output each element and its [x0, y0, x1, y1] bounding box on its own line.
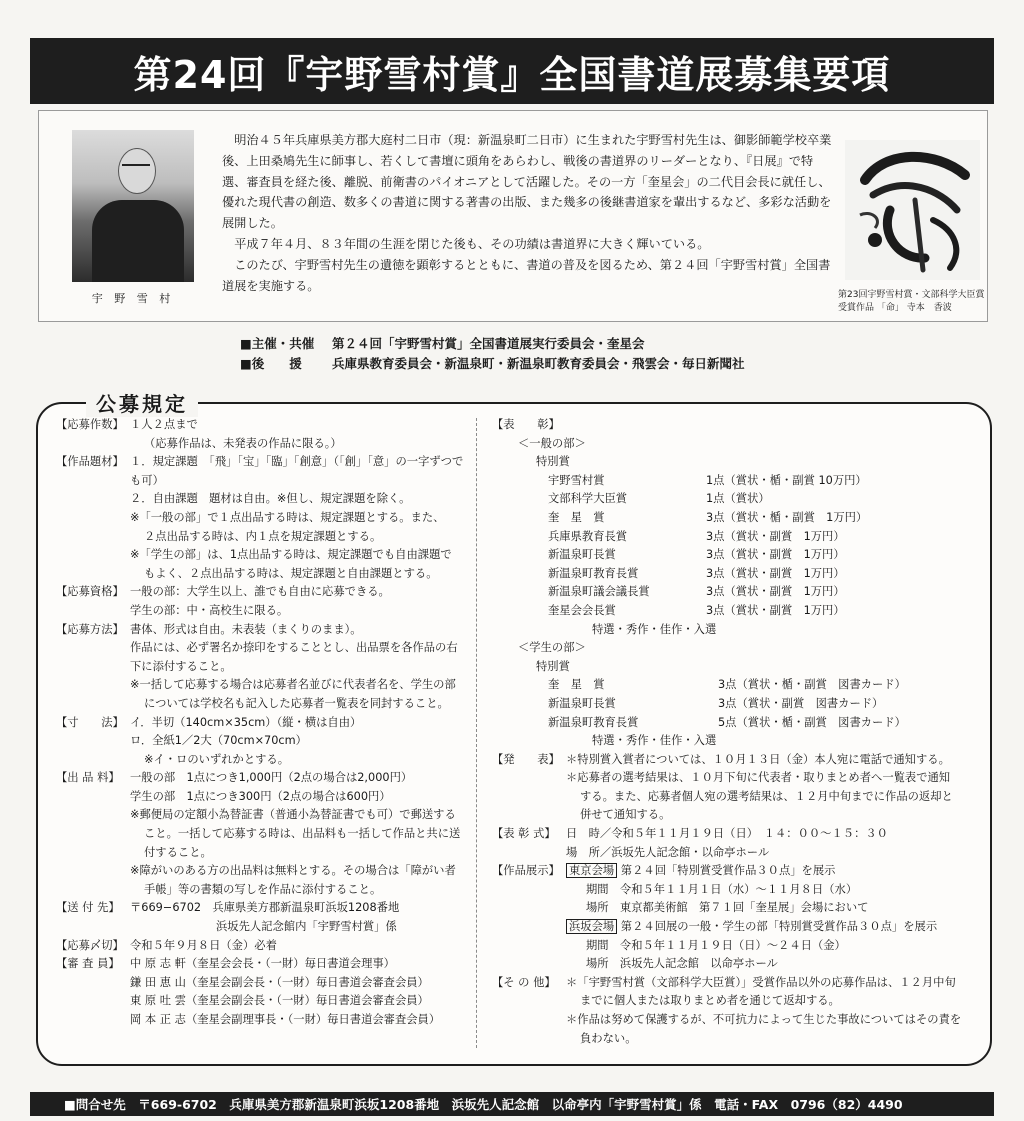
rule-text: 負わない。 — [580, 1031, 637, 1045]
award-row — [548, 490, 976, 509]
award-desc: 3点（賞状・楯・副賞 1万円） — [706, 510, 868, 524]
tokyo-venue-tag: 東京会場 — [566, 863, 617, 878]
award-row — [548, 528, 976, 547]
rule-text: 一般の部：大学生以上、誰でも自由に応募できる。 — [130, 585, 390, 599]
rule-text: 日 時／令和５年１１月１９日（日） １４：００〜１５：３０ — [566, 827, 888, 841]
rule-text: イ．半切（140cm×35cm）（縦・横は自由） — [130, 715, 362, 729]
rule-label: 【表 彰 式】 — [492, 827, 556, 841]
rule-size — [56, 714, 468, 770]
student-section-label: ＜学生の部＞ — [518, 641, 586, 655]
rule-label: 【応募資格】 — [56, 585, 124, 599]
rule-text: ※「一般の部」で１点出品する時は、規定課題とする。また、 — [130, 510, 445, 524]
award-desc: 1点（賞状） — [706, 492, 770, 506]
award-row — [548, 565, 976, 584]
rule-text: １．規定課題 「飛」「宝」「臨」「創意」（「創」「意」の一字ずつでも可） — [130, 455, 464, 487]
rule-fee — [56, 769, 468, 899]
rule-judges — [56, 955, 468, 1029]
rule-label: 【応募方法】 — [56, 622, 124, 636]
rule-text: 学生の部：中・高校生に限る。 — [130, 603, 289, 617]
award-row — [548, 676, 976, 695]
award-desc: 1点（賞状・楯・副賞 10万円） — [706, 473, 867, 487]
award-name: 新温泉町教育長賞 — [548, 715, 639, 729]
rule-text: こと。一括して応募する時は、出品料も一括して作品と共に送 — [144, 827, 461, 841]
award-name: 文部科学大臣賞 — [548, 492, 628, 506]
rule-other — [492, 974, 976, 1048]
rule-text: 下に添付すること。 — [130, 659, 232, 673]
rule-text: ※一括して応募する場合は応募者名並びに代表者名を、学生の部 — [130, 678, 456, 692]
rule-announce — [492, 751, 976, 825]
rule-text: ※障がいのある方の出品料は無料とする。その場合は「障がい者 — [130, 864, 456, 878]
host-value: 第２４回「宇野雪村賞」全国書道展実行委員会・奎星会 — [332, 336, 645, 351]
award-name: 新温泉町長賞 — [548, 696, 616, 710]
rule-text: ＊作品は努めて保護するが、不可抗力によって生じた事故についてはその責を — [566, 1013, 962, 1026]
rule-deadline — [56, 937, 468, 956]
rule-text: ＊応募者の選考結果は、１０月下旬に代表者・取りまとめ者へ一覧表で通知 — [566, 771, 951, 785]
rule-text: 作品には、必ず署名か捺印をすることとし、出品票を各作品の右 — [130, 641, 458, 655]
rule-text: 令和５年９月８日（金）必着 — [130, 938, 277, 952]
rule-label: 【作品題材】 — [56, 455, 124, 469]
host-label: ■主催・共催 — [240, 336, 315, 351]
award-row — [548, 546, 976, 565]
award-row — [548, 714, 976, 733]
rule-text: １人２点まで — [130, 418, 198, 431]
column-divider — [476, 418, 477, 1048]
rule-text: ＊「宇野雪村賞（文部科学大臣賞）」受賞作品以外の応募作品は、１２月中旬 — [566, 975, 956, 989]
award-name: 新温泉町長賞 — [548, 548, 616, 562]
award-desc: 3点（賞状・副賞 1万円） — [706, 529, 845, 543]
rule-label: 【発 表】 — [492, 752, 560, 766]
rule-text: 〒669−6702 兵庫県美方郡新温泉町浜坂1208番地 — [130, 901, 400, 915]
rule-text: 付すること。 — [144, 845, 212, 859]
support-label: ■後 援 — [240, 356, 302, 371]
rule-text: ＊特別賞入賞者については、１０月１３日（金）本人宛に電話で通知する。 — [566, 752, 950, 766]
rule-text: 場 所／浜坂先人記念館・以命亭ホール — [566, 845, 770, 859]
rule-method — [56, 621, 468, 714]
rule-text: 期間 令和５年１１月１日（水）〜１１月８日（水） — [586, 882, 858, 896]
rule-text: ２．自由課題 題材は自由。※但し、規定課題を除く。 — [130, 492, 411, 506]
award-name: 兵庫県教育長賞 — [548, 529, 628, 543]
rule-text: ※イ・ロのいずれかとする。 — [144, 752, 290, 766]
rule-text: 一般の部 1点につき1,000円（2点の場合は2,000円） — [130, 771, 413, 785]
rule-label: 【出 品 料】 — [56, 771, 120, 785]
rule-text: 学生の部 1点につき300円（2点の場合は600円） — [130, 789, 391, 803]
rule-text: 場所 東京都美術館 第７１回「奎星展」会場において — [586, 901, 869, 915]
rule-label: 【そ の 他】 — [492, 975, 556, 989]
rules-heading: 公募規定 — [86, 388, 198, 417]
award-name: 奎 星 賞 — [548, 510, 605, 524]
award-name: 奎 星 賞 — [548, 678, 605, 692]
rule-text: ロ．全紙1／2大（70cm×70cm） — [130, 734, 307, 748]
rule-text: ２点出品する時は、内１点を規定課題とする。 — [144, 529, 382, 543]
contact-footer: ■問合せ先 〒669-6702 兵庫県美方郡新温泉町浜坂1208番地 浜坂先人記念館 以命亭内「宇野雪村賞」係 電話・FAX 0796（82）4490 — [30, 1092, 994, 1116]
rule-label: 【作品展示】 — [492, 864, 560, 878]
rule-text: 期間 令和５年１１月１９日（日）〜２４日（金） — [586, 938, 846, 952]
award-desc: 3点（賞状・副賞 図書カード） — [718, 696, 884, 710]
rule-count — [56, 416, 468, 453]
rule-ceremony — [492, 825, 976, 862]
award-name: 新温泉町議会議長賞 — [548, 585, 650, 599]
rule-text: 第２４回「特別賞受賞作品３０点」を展示 — [620, 864, 836, 878]
hamasaka-venue-tag: 浜坂会場 — [566, 919, 617, 934]
intro-text — [222, 130, 832, 296]
rule-label: 【応募作数】 — [56, 418, 124, 431]
rule-eligibility — [56, 583, 468, 620]
rule-text: もよく、２点出品する時は、規定課題と自由課題とする。 — [144, 566, 438, 580]
rule-text: 併せて通知する。 — [580, 808, 671, 822]
rule-send — [56, 899, 468, 936]
award-name: 奎星会会長賞 — [548, 603, 616, 617]
rule-text: する。また、応募者個人宛の選考結果は、１２月中旬までに作品の返却と — [580, 789, 953, 803]
rule-text: 場所 浜坂先人記念館 以命亭ホール — [586, 957, 778, 971]
rules-right-column — [492, 416, 976, 1048]
intro-paragraph: 平成７年４月、８３年間の生涯を閉じた後も、その功績は書道界に大きく輝いている。 — [234, 236, 710, 251]
award-name: 新温泉町教育長賞 — [548, 566, 639, 580]
intro-paragraph: 明治４５年兵庫県美方郡大庭村二日市（現：新温泉町二日市）に生まれた宇野雪村先生は、御影師範学校卒業後、上田桑鳩先生に師事し、若くして書壇に頭角をあらわし、戦後の書道界のリーダーとなり、『日展』で特選、審査員を経た後、離脱、前衛書のパイオニアとして活躍した。その一方「奎星会」の二代目会長に就任し、優れた現代書の創造、数多くの書道に関する著書の出版、また幾多の後継書道家を輩出するなど、多彩な活動を展開した。 — [222, 133, 832, 231]
judge-entry: 鎌 田 恵 山（奎星会副会長・（一財）毎日書道会審査会員） — [130, 975, 429, 989]
award-desc: 3点（賞状・副賞 1万円） — [706, 585, 845, 599]
rule-label: 【応募〆切】 — [56, 938, 124, 952]
rule-label: 【送 付 先】 — [56, 901, 120, 915]
page-title: 第24回『宇野雪村賞』全国書道展募集要項 — [30, 38, 994, 104]
award-row — [548, 602, 976, 621]
award-desc: 3点（賞状・副賞 1万円） — [706, 566, 845, 580]
award-row — [548, 472, 976, 491]
artwork-caption — [838, 289, 988, 315]
special-award-label: 特別賞 — [536, 659, 570, 673]
artwork-caption-line: 第23回宇野雪村賞・文部科学大臣賞 — [838, 290, 985, 300]
special-award-label: 特別賞 — [536, 455, 570, 469]
general-section-label: ＜一般の部＞ — [518, 436, 586, 450]
rule-text: 浜坂先人記念館内「宇野雪村賞」係 — [216, 920, 397, 934]
rule-text: 手帳」等の書類の写しを作品に添付すること。 — [144, 882, 382, 896]
award-row — [548, 509, 976, 528]
award-desc: 5点（賞状・楯・副賞 図書カード） — [718, 715, 906, 729]
rule-text: ※郵便局の定額小為替証書（普通小為替証書でも可）で郵送する — [130, 808, 456, 822]
rule-label: 【審 査 員】 — [56, 957, 120, 971]
award-row — [548, 583, 976, 602]
rule-exhibit — [492, 862, 976, 974]
general-other-awards: 特選・秀作・佳作・入選 — [592, 622, 717, 636]
rules-left-column — [56, 416, 468, 1030]
student-other-awards: 特選・秀作・佳作・入選 — [592, 734, 717, 748]
award-desc: 3点（賞状・楯・副賞 図書カード） — [718, 678, 906, 692]
judge-entry: 中 原 志 軒（奎星会会長・（一財）毎日書道会理事） — [130, 957, 395, 971]
judge-entry: 東 原 吐 雲（奎星会副会長・（一財）毎日書道会審査会員） — [130, 994, 429, 1008]
awards-label: 【表 彰】 — [492, 418, 560, 431]
artwork-caption-line: 受賞作品 「命」 寺本 香波 — [838, 303, 952, 313]
award-desc: 3点（賞状・副賞 1万円） — [706, 548, 845, 562]
support-value: 兵庫県教育委員会・新温泉町・新温泉町教育委員会・飛雲会・毎日新聞社 — [332, 356, 745, 371]
rule-text: 書体、形式は自由。未表装（まくりのまま）。 — [130, 622, 362, 636]
judge-entry: 岡 本 正 志（奎星会副理事長・（一財）毎日書道会審査会員） — [130, 1013, 441, 1026]
rule-text: （応募作品は、未発表の作品に限る。） — [144, 436, 342, 450]
award-desc: 3点（賞状・副賞 1万円） — [706, 603, 845, 617]
rule-text: ※「学生の部」は、1点出品する時は、規定課題でも自由課題で — [130, 548, 452, 562]
rule-theme — [56, 453, 468, 583]
intro-paragraph: このたび、宇野雪村先生の遺徳を顕彰するとともに、書道の普及を図るため、第２４回「宇野雪村賞」全国書道展を実施する。 — [222, 257, 831, 293]
rule-label: 【寸 法】 — [56, 715, 124, 729]
rule-text: については学校名も記入した応募者一覧表を同封すること。 — [144, 696, 449, 710]
rule-text: 第２４回展の一般・学生の部「特別賞受賞作品３０点」を展示 — [620, 920, 938, 934]
portrait-caption: 宇 野 雪 村 — [91, 292, 175, 305]
award-name: 宇野雪村賞 — [548, 473, 605, 487]
rule-text: までに個人または取りまとめ者を通じて返却する。 — [580, 994, 840, 1008]
award-row — [548, 695, 976, 714]
calligraphy-artwork-image — [845, 140, 980, 280]
organizers — [240, 334, 745, 374]
portrait-photo — [72, 130, 194, 282]
